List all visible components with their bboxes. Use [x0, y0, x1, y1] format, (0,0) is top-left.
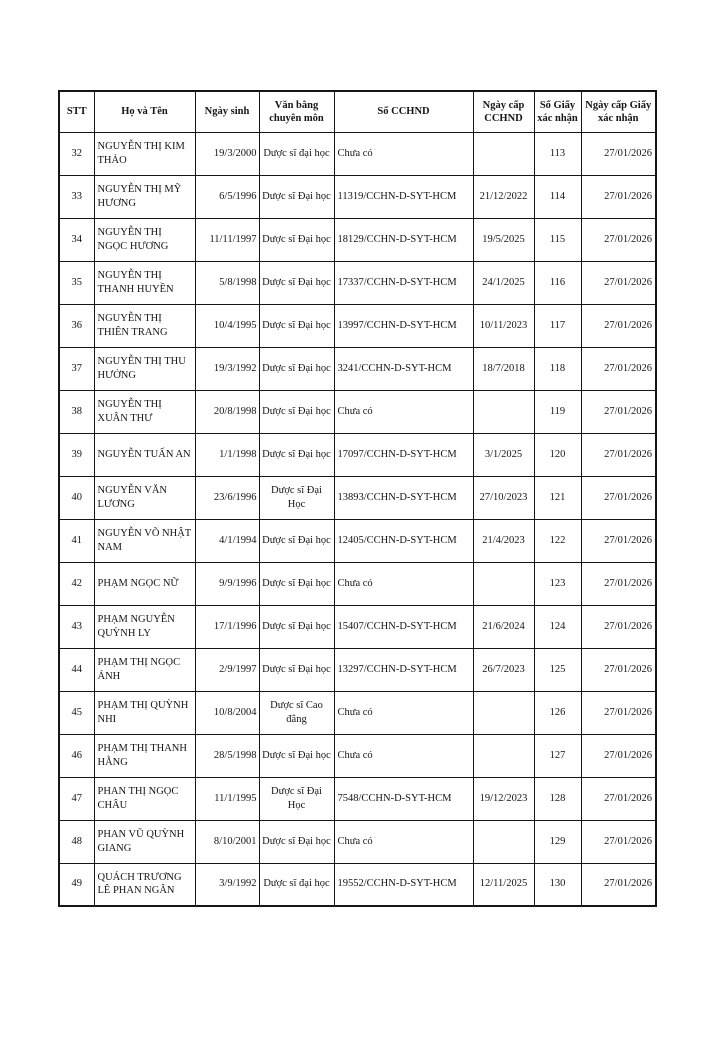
table-row	[59, 390, 656, 433]
table-row	[59, 304, 656, 347]
stt-cell: 45	[59, 691, 94, 734]
degree-cell: Dược sĩ Đại học	[259, 734, 334, 777]
cchnd-cell: 15407/CCHN-D-SYT-HCM	[334, 605, 473, 648]
dob-cell: 10/4/1995	[195, 304, 259, 347]
dob-cell: 1/1/1998	[195, 433, 259, 476]
table-row	[59, 519, 656, 562]
header-date-of-birth: Ngày sinh	[195, 91, 259, 132]
cert_date-cell: 27/01/2026	[581, 734, 656, 777]
dob-cell: 11/1/1995	[195, 777, 259, 820]
cchnd-cell: Chưa có	[334, 390, 473, 433]
dob-cell: 2/9/1997	[195, 648, 259, 691]
stt-cell: 39	[59, 433, 94, 476]
cert_date-cell: 27/01/2026	[581, 476, 656, 519]
table-row	[59, 261, 656, 304]
cchnd-cell: 17337/CCHN-D-SYT-HCM	[334, 261, 473, 304]
cchnd_date-cell	[473, 562, 534, 605]
table-row	[59, 820, 656, 863]
cchnd_date-cell: 12/11/2025	[473, 863, 534, 906]
header-stt: STT	[59, 91, 94, 132]
degree-cell: Dược sĩ đại học	[259, 132, 334, 175]
degree-cell: Dược sĩ Đại học	[259, 175, 334, 218]
table-body	[59, 132, 656, 906]
cert_date-cell: 27/01/2026	[581, 261, 656, 304]
table-header	[59, 91, 656, 132]
cert_no-cell: 125	[534, 648, 581, 691]
cert_no-cell: 114	[534, 175, 581, 218]
cert_no-cell: 115	[534, 218, 581, 261]
name-cell: PHẠM NGUYỄN QUỲNH LY	[94, 605, 195, 648]
cchnd-cell: 12405/CCHN-D-SYT-HCM	[334, 519, 473, 562]
cchnd_date-cell: 27/10/2023	[473, 476, 534, 519]
stt-cell: 36	[59, 304, 94, 347]
degree-cell: Dược sĩ Đại Học	[259, 777, 334, 820]
cert_date-cell: 27/01/2026	[581, 605, 656, 648]
header-cchnd-issue-date: Ngày cấp CCHND	[473, 91, 534, 132]
header-row	[59, 91, 656, 132]
table-row	[59, 562, 656, 605]
dob-cell: 19/3/1992	[195, 347, 259, 390]
degree-cell: Dược sĩ Đại học	[259, 261, 334, 304]
cert_no-cell: 122	[534, 519, 581, 562]
cert_no-cell: 117	[534, 304, 581, 347]
cchnd-cell: 13893/CCHN-D-SYT-HCM	[334, 476, 473, 519]
cert_no-cell: 123	[534, 562, 581, 605]
cert_no-cell: 116	[534, 261, 581, 304]
degree-cell: Dược sĩ đại học	[259, 863, 334, 906]
cert_no-cell: 120	[534, 433, 581, 476]
stt-cell: 41	[59, 519, 94, 562]
cchnd_date-cell	[473, 820, 534, 863]
table-row	[59, 132, 656, 175]
stt-cell: 43	[59, 605, 94, 648]
table-row	[59, 476, 656, 519]
degree-cell: Dược sĩ Đại học	[259, 820, 334, 863]
cert_date-cell: 27/01/2026	[581, 648, 656, 691]
table-row	[59, 605, 656, 648]
cchnd-cell: Chưa có	[334, 820, 473, 863]
name-cell: NGUYỄN THỊ THIÊN TRANG	[94, 304, 195, 347]
name-cell: NGUYỄN THỊ XUÂN THƯ	[94, 390, 195, 433]
cert_no-cell: 128	[534, 777, 581, 820]
cert_date-cell: 27/01/2026	[581, 777, 656, 820]
table-row	[59, 863, 656, 906]
cchnd-cell: Chưa có	[334, 562, 473, 605]
table-row	[59, 777, 656, 820]
cchnd_date-cell: 21/4/2023	[473, 519, 534, 562]
table-row	[59, 433, 656, 476]
degree-cell: Dược sĩ Đại học	[259, 390, 334, 433]
stt-cell: 35	[59, 261, 94, 304]
degree-cell: Dược sĩ Đại học	[259, 218, 334, 261]
dob-cell: 6/5/1996	[195, 175, 259, 218]
cert_no-cell: 113	[534, 132, 581, 175]
cert_date-cell: 27/01/2026	[581, 562, 656, 605]
cert_no-cell: 121	[534, 476, 581, 519]
cchnd_date-cell: 18/7/2018	[473, 347, 534, 390]
stt-cell: 37	[59, 347, 94, 390]
stt-cell: 46	[59, 734, 94, 777]
dob-cell: 17/1/1996	[195, 605, 259, 648]
stt-cell: 32	[59, 132, 94, 175]
cert_date-cell: 27/01/2026	[581, 390, 656, 433]
cchnd_date-cell	[473, 132, 534, 175]
degree-cell: Dược sĩ Đại học	[259, 562, 334, 605]
header-confirmation-number: Số Giấy xác nhận	[534, 91, 581, 132]
cchnd_date-cell: 19/12/2023	[473, 777, 534, 820]
degree-cell: Dược sĩ Đại học	[259, 433, 334, 476]
table-row	[59, 734, 656, 777]
degree-cell: Dược sĩ Đại học	[259, 519, 334, 562]
cchnd_date-cell: 24/1/2025	[473, 261, 534, 304]
table-row	[59, 175, 656, 218]
name-cell: PHẠM THỊ QUỲNH NHI	[94, 691, 195, 734]
dob-cell: 28/5/1998	[195, 734, 259, 777]
cert_date-cell: 27/01/2026	[581, 433, 656, 476]
cchnd-cell: Chưa có	[334, 691, 473, 734]
cert_no-cell: 119	[534, 390, 581, 433]
stt-cell: 47	[59, 777, 94, 820]
header-confirmation-issue-date: Ngày cấp Giấy xác nhận	[581, 91, 656, 132]
name-cell: NGUYỄN THỊ THANH HUYỀN	[94, 261, 195, 304]
cchnd-cell: 13297/CCHN-D-SYT-HCM	[334, 648, 473, 691]
stt-cell: 48	[59, 820, 94, 863]
name-cell: NGUYỄN VĂN LƯƠNG	[94, 476, 195, 519]
cchnd-cell: 11319/CCHN-D-SYT-HCM	[334, 175, 473, 218]
dob-cell: 5/8/1998	[195, 261, 259, 304]
name-cell: PHAN THỊ NGỌC CHÂU	[94, 777, 195, 820]
cert_no-cell: 127	[534, 734, 581, 777]
cert_no-cell: 118	[534, 347, 581, 390]
cert_date-cell: 27/01/2026	[581, 820, 656, 863]
degree-cell: Dược sĩ Cao đẳng	[259, 691, 334, 734]
dob-cell: 4/1/1994	[195, 519, 259, 562]
dob-cell: 9/9/1996	[195, 562, 259, 605]
table-row	[59, 648, 656, 691]
cchnd_date-cell: 21/6/2024	[473, 605, 534, 648]
cert_date-cell: 27/01/2026	[581, 175, 656, 218]
stt-cell: 34	[59, 218, 94, 261]
stt-cell: 42	[59, 562, 94, 605]
cert_date-cell: 27/01/2026	[581, 691, 656, 734]
cert_date-cell: 27/01/2026	[581, 863, 656, 906]
stt-cell: 49	[59, 863, 94, 906]
cchnd_date-cell	[473, 691, 534, 734]
stt-cell: 38	[59, 390, 94, 433]
cert_date-cell: 27/01/2026	[581, 519, 656, 562]
stt-cell: 40	[59, 476, 94, 519]
cert_no-cell: 126	[534, 691, 581, 734]
degree-cell: Dược sĩ Đại học	[259, 347, 334, 390]
name-cell: PHẠM NGỌC NỮ	[94, 562, 195, 605]
name-cell: NGUYỄN VÕ NHẬT NAM	[94, 519, 195, 562]
cchnd-cell: 18129/CCHN-D-SYT-HCM	[334, 218, 473, 261]
name-cell: PHAN VŨ QUỲNH GIANG	[94, 820, 195, 863]
cert_date-cell: 27/01/2026	[581, 304, 656, 347]
cchnd_date-cell	[473, 734, 534, 777]
name-cell: NGUYỄN THỊ MỸ HƯƠNG	[94, 175, 195, 218]
cchnd-cell: 7548/CCHN-D-SYT-HCM	[334, 777, 473, 820]
cchnd_date-cell: 3/1/2025	[473, 433, 534, 476]
name-cell: NGUYỄN THỊ KIM THẢO	[94, 132, 195, 175]
pharmacist-certificate-table	[58, 90, 657, 907]
dob-cell: 8/10/2001	[195, 820, 259, 863]
cchnd-cell: 13997/CCHN-D-SYT-HCM	[334, 304, 473, 347]
cert_date-cell: 27/01/2026	[581, 132, 656, 175]
cchnd-cell: Chưa có	[334, 132, 473, 175]
cchnd-cell: 17097/CCHN-D-SYT-HCM	[334, 433, 473, 476]
header-cchnd-number: Số CCHND	[334, 91, 473, 132]
dob-cell: 3/9/1992	[195, 863, 259, 906]
cchnd-cell: 3241/CCHN-D-SYT-HCM	[334, 347, 473, 390]
degree-cell: Dược sĩ Đại học	[259, 605, 334, 648]
cchnd_date-cell: 26/7/2023	[473, 648, 534, 691]
dob-cell: 19/3/2000	[195, 132, 259, 175]
cchnd_date-cell: 10/11/2023	[473, 304, 534, 347]
name-cell: PHẠM THỊ THANH HẰNG	[94, 734, 195, 777]
table-row	[59, 218, 656, 261]
dob-cell: 23/6/1996	[195, 476, 259, 519]
table-row	[59, 347, 656, 390]
name-cell: PHẠM THỊ NGỌC ÁNH	[94, 648, 195, 691]
name-cell: NGUYỄN THỊ THU HƯỞNG	[94, 347, 195, 390]
degree-cell: Dược sĩ Đại học	[259, 648, 334, 691]
header-professional-degree: Văn bằng chuyên môn	[259, 91, 334, 132]
table-row	[59, 691, 656, 734]
name-cell: QUÁCH TRƯƠNG LÊ PHAN NGÂN	[94, 863, 195, 906]
name-cell: NGUYỄN THỊ NGỌC HƯƠNG	[94, 218, 195, 261]
dob-cell: 11/11/1997	[195, 218, 259, 261]
cchnd_date-cell: 21/12/2022	[473, 175, 534, 218]
cert_date-cell: 27/01/2026	[581, 347, 656, 390]
cchnd-cell: Chưa có	[334, 734, 473, 777]
header-full-name: Họ và Tên	[94, 91, 195, 132]
cert_no-cell: 129	[534, 820, 581, 863]
cchnd_date-cell: 19/5/2025	[473, 218, 534, 261]
cert_no-cell: 130	[534, 863, 581, 906]
cert_date-cell: 27/01/2026	[581, 218, 656, 261]
cchnd-cell: 19552/CCHN-D-SYT-HCM	[334, 863, 473, 906]
stt-cell: 33	[59, 175, 94, 218]
degree-cell: Dược sĩ Đại học	[259, 304, 334, 347]
degree-cell: Dược sĩ Đại Học	[259, 476, 334, 519]
stt-cell: 44	[59, 648, 94, 691]
cert_no-cell: 124	[534, 605, 581, 648]
dob-cell: 20/8/1998	[195, 390, 259, 433]
cchnd_date-cell	[473, 390, 534, 433]
name-cell: NGUYỄN TUẤN AN	[94, 433, 195, 476]
dob-cell: 10/8/2004	[195, 691, 259, 734]
